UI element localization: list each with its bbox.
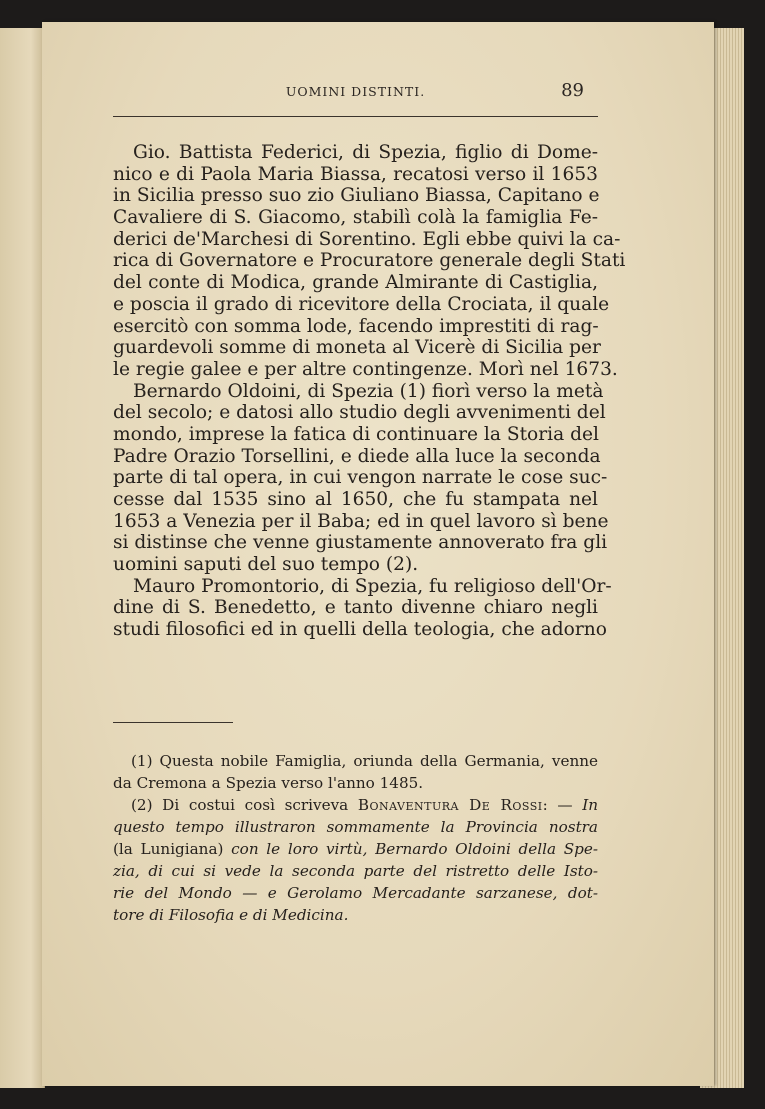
text-line: derici de'Marchesi di Sorentino. Egli ebbe quivi la ca- <box>113 228 621 250</box>
footnote-text: tore di Filosofia e di Medicina. <box>113 906 349 924</box>
footnote-line <box>113 838 598 860</box>
footnotes <box>113 750 598 926</box>
footnote-text: (2) Di costui così scriveva <box>131 796 358 814</box>
main-text <box>113 142 626 641</box>
page-number: 89 <box>561 80 584 101</box>
footnote-text: (1) Questa nobile Famiglia, oriunda della Germania, venne <box>131 752 598 770</box>
running-title: UOMINI DISTINTI. <box>285 84 426 99</box>
text-line: rica di Governatore e Procuratore generale degli Stati <box>113 250 626 272</box>
text-line: le regie galee e per altre contingenze. Morì nel 1673. <box>113 358 618 380</box>
facing-page-edge <box>0 28 45 1088</box>
text-line: nico e di Paola Maria Biassa, recatosi verso il 1653 <box>113 163 598 185</box>
text-line: uomini saputi del suo tempo (2). <box>113 554 419 576</box>
footnote-text: rie del Mondo — e Gerolamo Mercadante sarzanese, dot- <box>113 884 598 902</box>
header-rule <box>113 116 598 117</box>
footnote-text: : — <box>542 796 583 814</box>
footnote-line <box>113 772 598 794</box>
footnote-line <box>113 860 598 882</box>
text-line: in Sicilia presso suo zio Giuliano Biassa, Capitano e <box>113 185 600 207</box>
text-line: Cavaliere di S. Giacomo, stabilì colà la famiglia Fe- <box>113 207 598 229</box>
text-line: 1653 a Venezia per il Baba; ed in quel lavoro sì bene <box>113 510 609 532</box>
text-line: Padre Orazio Torsellini, e diede alla luce la seconda <box>113 445 601 467</box>
paragraph <box>113 142 626 381</box>
footnote-text: zia, di cui si vede la seconda parte del ristretto delle Isto- <box>113 862 598 880</box>
footnote-text: con le loro virtù, Bernardo Oldoini della Spe- <box>231 840 598 858</box>
text-line: del conte di Modica, grande Almirante di Castiglia, <box>113 272 598 294</box>
footnote-rule <box>113 722 233 723</box>
paragraph <box>113 575 612 641</box>
footnote <box>113 750 598 794</box>
footnote-text: (la Lunigiana) <box>113 840 232 858</box>
text-line: studi filosofici ed in quelli della teologia, che adorno <box>113 619 607 641</box>
author-name: Bonaventura De Rossi <box>357 796 543 814</box>
text-line: Mauro Promontorio, di Spezia, fu religioso dell'Or- <box>133 575 612 597</box>
page-header <box>113 82 598 104</box>
text-line: dine di S. Benedetto, e tanto divenne chiaro negli <box>113 597 598 619</box>
text-line: e poscia il grado di ricevitore della Crociata, il quale <box>113 293 610 315</box>
footnote-line <box>113 794 598 816</box>
text-line: guardevoli somme di moneta al Vicerè di Sicilia per <box>113 337 601 359</box>
text-line: si distinse che venne giustamente annoverato fra gli <box>113 532 608 554</box>
footnote-text: questo tempo illustraron sommamente la Provincia nostra <box>113 818 598 836</box>
footnote-text: In <box>582 796 598 814</box>
text-line: parte di tal opera, in cui vengon narrate le cose suc- <box>113 467 608 489</box>
footnote-line <box>113 816 598 838</box>
text-line: mondo, imprese la fatica di continuare la Storia del <box>113 423 599 445</box>
footnote-line <box>113 750 598 772</box>
footnote <box>113 794 598 926</box>
text-line: Gio. Battista Federici, di Spezia, figlio di Dome- <box>133 142 598 163</box>
footnote-line <box>113 904 598 926</box>
text-line: cesse dal 1535 sino al 1650, che fu stampata nel <box>113 489 598 510</box>
text-line: Bernardo Oldoini, di Spezia (1) fiorì verso la metà <box>133 380 604 402</box>
text-line: del secolo; e datosi allo studio degli avvenimenti del <box>113 402 606 424</box>
footnote-text: da Cremona a Spezia verso l'anno 1485. <box>113 774 424 792</box>
footnote-line <box>113 882 598 904</box>
text-line: esercitò con somma lode, facendo imprestiti di rag- <box>113 315 599 337</box>
paragraph <box>113 380 609 576</box>
